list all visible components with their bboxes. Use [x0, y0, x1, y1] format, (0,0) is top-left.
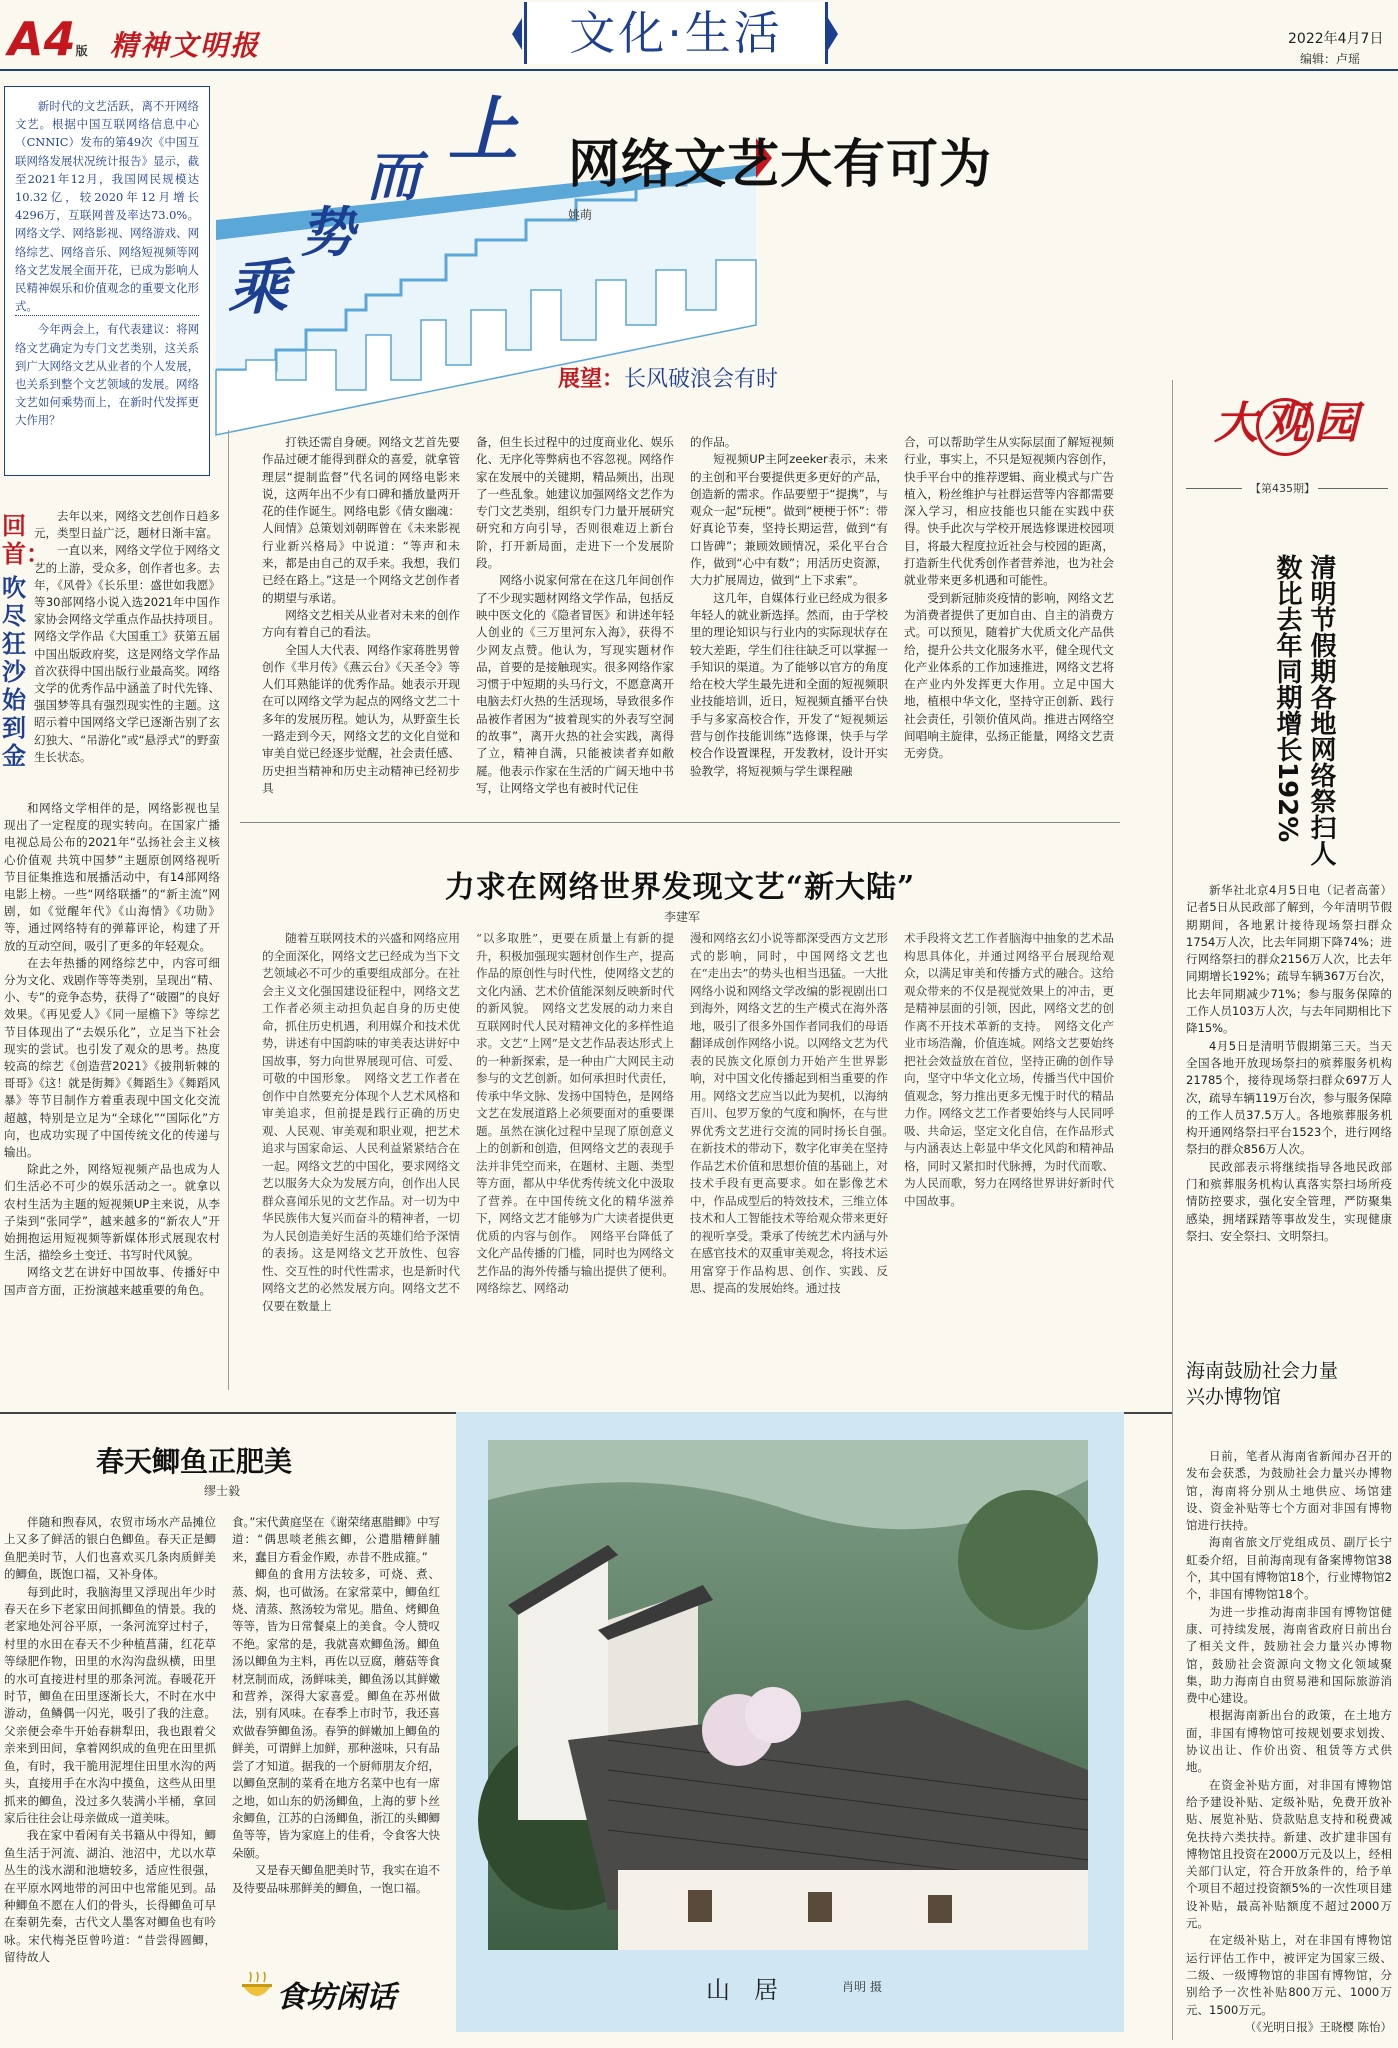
sidebar-news-paragraph: 新华社北京4月5日电（记者高蕾）记者5日从民政部了解到，今年清明节假期期间，各地累计接待现场祭扫群众1754万人次，比去年同期下降74%；进行网络祭扫的群众2156万人次，比去年同期增长192%；疏导车辆367万台次，比去年同期减少71%；参与服务保障的工作人员103万人次，与去年同期相比下降15%。 [1186, 883, 1392, 1036]
feature-title: 网络文艺大有可为 [568, 135, 993, 195]
commentary-title: 力求在网络世界发现文艺“新大陆” [444, 870, 916, 905]
review-paragraph: 一直以来，网络文学位于网络文艺的上游，受众多，创作者也多。去年，《风骨》《长乐里：盛世如我愿》等30部网络小说入选2021年中国作家协会网络文学重点作品扶持项目。网络文学作品《大国重工》获第五届中国出版政府奖，这是网络文学作品首次获得中国出版行业最高奖。网络文学的优秀作品中涵盖了时代先锋、强国梦等具有强烈现实性的主题。这昭示着中国网络文学已逐渐告别了玄幻独大、“吊游化”或“悬浮式”的野蛮生长状态。 [34, 543, 220, 764]
review-paragraph: 在去年热播的网络综艺中，内容可细分为文化、戏剧作等等类别，呈现出“精、小、专”的竞争态势，获得了“破圈”的良好效果。《再见爱人》《同一屋檐下》等综艺节目体现出了“去娱乐化”，立足当下社会现实的尝试。也引发了观众的思考。热度较高的综艺《创造营2021》《披荆斩棘的哥哥》《这！就是街舞》《舞蹈生》《舞蹈风暴》等节目制作方着重表现中国文化交流超越，特别是立足为“全球化”“国际化”方向，也成功实现了中国传统文化的传递与输出。 [4, 955, 220, 1160]
photo-caption: 山 居 [706, 1976, 778, 2004]
sidebar-news-paragraph: 在资金补贴方面，对非国有博物馆给予建设补贴、定级补贴，免费开放补贴、展览补贴、贷款贴息支持和税费减免扶持六类扶持。新建、改扩建非国有博物馆且投资在2000万元及以上，经相关部门认定，符合开放条件的，给予单个项目不超过投资额5%的一次性项目建设补贴，最高补贴额度不超过2000万元。 [1186, 1777, 1392, 1931]
review-label: 回首： [2, 512, 50, 568]
column-name: 大观园 [1214, 398, 1364, 449]
essay-paragraph: 食。”宋代黄庭坚在《谢荣绪惠腊鲫》中写道：“偶思啖老熊玄鲫，公遣腊糟鲜脯来，蠢目方看金作殿，赤昔不胜成箍。” [232, 1515, 440, 1564]
page-number-suffix: 版 [75, 44, 88, 58]
sidebar-issue-rule [1318, 488, 1388, 489]
slogan-char-4: 上 [448, 88, 518, 171]
sidebar-news-paragraph: 在定级补贴上，对在非国有博物馆运行评估工作中，被评定为国家三级、二级、一级博物馆的非国有博物馆，分别给予一次性补贴800万元、1000万元、1500万元。 [1186, 1933, 1392, 2017]
editor-credit: 编辑：卢瑶 [1300, 52, 1361, 66]
sidebar-news-paragraph: 根据海南新出台的政策，在土地方面，非国有博物馆可按规划要求划拨、协议出让、作价出资、租赁等方式供地。 [1186, 1708, 1392, 1775]
review-paragraph: 去年以来，网络文艺创作日趋多元，类型日益广泛，题材日渐丰富。 [34, 509, 220, 541]
outlook-paragraph: 网络小说家何常在在这几年间创作了不少现实题材网络文学作品，包括反映中医文化的《隐者冒医》和讲述年轻人创业的《三万里河东入海》，获得不少网友点赞。他认为，写现实题材作品，首要的是接触现实。很多网络作家习惯于中短期的头马行文，不愿意离开电脑去灯火热的生活现场，导致很多作品被作者困为“披着现实的外表写空洞的故事”，离开火热的社会实践，离得了立，精神自满，只能被读者弃如敝屣。他表示作家在生活的广阔天地中书写，让网络文学也有被时代记住 [476, 573, 674, 795]
food-column-logo [240, 1962, 430, 2022]
outlook-column-4 [904, 434, 1114, 810]
outlook-paragraph: 短视频UP主阿zeeker表示，未来的主创和平台要提供更多更好的产品，创造新的需求。作品要塑于“提携”，与观众一起“玩梗”。做到“梗梗于怀”：带好真论节奏，坚持长期运营，做到“有口皆碑”；兼顾效顾情况，采化平台合作，做到“心中有数”；用活历史资源，大力扩展周边，做到“上下求索”。 [690, 452, 888, 588]
outlook-subhead-text: 长风破浪会有时 [624, 367, 779, 392]
outlook-paragraph: 全国人大代表、网络作家蒋胜男曾创作《芈月传》《燕云台》《天圣令》等人们耳熟能详的优秀作品。她表示开现在可以网络文学为起点的网络文艺二十多年的发展历程。她认为，从野蛮生长一路走到今天，网络文艺的文化自觉和审美自觉已经逐步觉醒，社会责任感、历史担当精神和历史主动精神已经初步具 [262, 642, 460, 795]
commentary-column-2: “以多取胜”，更要在质量上有新的提升，积极加强现实题材创作生产，提高作品的原创性与时代性，使网络文艺的文化内涵、艺术价值能深刻反映新时代的新风貌。 网络文艺发展的动力来自互联网时代人民对精神文化的多样性追求。文艺“上网”是文艺作品表达形式上的一种新探索，是一种由广大网民主动参与的文艺创新。如何承担时代责任，传承中华文脉、发扬中国特色，是网络文艺在发展道路上必须要面对的重要课题。虽然在演化过程中呈现了原创意义上的创新和创造，但网络文艺的表现手法并非凭空而来，在题材、主题、类型等方面，都从中华优秀传统文化中汲取了营养。在中国传统文化的精华滋养下，网络文艺才能够为广大读者提供更优质的内容与创作。 网络平台降低了文化产品传播的门槛，同时也为网络文艺作品的海外传播与输出提供了便利。网络综艺、网络动 [476, 931, 674, 1295]
food-column-name: 食坊闲话 [276, 1980, 396, 2015]
sidebar-news-2-title: 海南鼓励社会力量兴办博物馆 [1186, 1360, 1339, 1408]
essay-column-2 [232, 1514, 440, 1954]
photo-credit: 肖明 摄 [842, 1980, 882, 1994]
bowl-icon [240, 1972, 274, 2006]
sidebar-issue-rule [1186, 488, 1242, 489]
sidebar-news-paragraph: 为进一步推动海南非国有博物馆健康、可持续发展，海南省政府日前出台了相关文件，鼓励社会力量兴办博物馆，鼓励社会资源向文物文化领域聚集，助力海南自由贸易港和国际旅游消费中心建设。 [1186, 1604, 1392, 1706]
review-paragraph: 和网络文学相伴的是，网络影视也呈现出了一定程度的现实转向。在国家广播电视总局公布的2021年“弘扬社会主义核心价值观 共筑中国梦”主题原创网络视听节目征集推选和展播活动中，有14部网络电影上榜。一些“网络联播”的“新主流”网剧，如《觉醒年代》《山海情》《功勋》等，通过网络特有的弹幕评论，构建了开放的互动空间，吸引了更多的年轻观众。 [4, 801, 220, 953]
slogan-char-3: 而 [366, 144, 420, 208]
review-article-lower [4, 800, 220, 1299]
outlook-paragraph: 备，但生长过程中的过度商业化、娱乐化、无序化等弊病也不容忽视。网络作家在发展中的关键期，精品频出，出现了一些乱象。她建议加强网络文艺作为专门文艺类别，组织专门力量开展研究研究和方向引导，否则很难迈上新台阶，打开新局面，走进下一个发展阶段。 [476, 435, 674, 571]
essay-title: 春天鲫鱼正肥美 [96, 1445, 293, 1478]
slogan-char-1: 乘 [228, 253, 288, 323]
sidebar-news-paragraph: 4月5日是清明节假期第三天。当天全国各地开放现场祭扫的殡葬服务机构21785个，接待现场祭扫群众697万人次，疏导车辆119万台次，参与服务保障的工作人员37.5万人。各地殡葬服务机构开通网络祭扫平台1523个，进行网络祭扫的群众856万人次。 [1186, 1038, 1392, 1157]
essay-paragraph: 伴随和煦春风，农贸市场水产品摊位上又多了鲜活的银白色鲫鱼。春天正是鲫鱼肥美时节，人们也喜欢买几条肉质鲜美的鲫鱼，既饱口福，又补身体。 [4, 1515, 216, 1582]
outlook-paragraph: 打铁还需自身硬。网络文艺首先要作品过硬才能得到群众的喜爱，就拿管理层“提制监督”代名词的网络电影来说，这两年出不少有口碑和播放量两开花的佳作诞生。网络电影《倩女幽魂：人间情》总策划刘朝晖曾在《未来影视行业新兴格局》中说道：“等声和未来，都是由自己的双手来。我想，我们已经在路上。”这是一个网络文艺创作者的期望与承诺。 [262, 435, 460, 605]
section-arrow-right [828, 18, 838, 50]
sidebar-news-2 [1186, 1448, 1392, 2032]
commentary-column-3: 漫和网络玄幻小说等都深受西方文艺形式的影响，同时，中国网络文艺也在“走出去”的势头也相当迅猛。一大批网络小说和网络文学改编的影视剧出口到海外，网络文艺的生产模式在海外落地，吸引了很多外国作者同我们的母语翻译成创作网络小说。以网络文艺为代表的民族文化原创力开始产生世界影响，对中国文化传播起到相当重要的作用。网络文艺应当以此为契机，以海纳百川、包罗万象的气度和胸怀，在与世界优秀文艺进行交流的同时扬长自强。 在新技术的带动下，数字化审美在坚持作品艺术价值和思想价值的基础上，对技术手段有更高要求。如在影像艺术中，作品成型后的特效技术，三维立体技术和人工智能技术等给观众带来更好的视听享受。秉承了传统艺术内涵与外在感官技术的双重审美观念，将技术运用富穿于作品构思、创作、实践、反思、提高的发展始终。通过技 [690, 931, 900, 1295]
sidebar-news-paragraph: 日前，笔者从海南省新闻办召开的发布会获悉，为鼓励社会力量兴办博物馆，海南将分别从土地供应、场馆建设、资金补贴等七个方面对非国有博物馆进行扶持。 [1186, 1449, 1392, 1533]
page-number [8, 14, 88, 76]
sidebar-news-paragraph: 民政部表示将继续指导各地民政部门和殡葬服务机构认真落实祭扫场所疫情防控要求，强化安全管理，严防聚集感染，拥堵踩踏等事故发生，实现健康祭扫、安全祭扫、文明祭扫。 [1186, 1159, 1392, 1243]
sidebar-divider [1172, 380, 1173, 2040]
review-article [34, 508, 220, 766]
intro-box [4, 86, 210, 476]
outlook-column-1 [262, 434, 460, 810]
review-paragraph: 除此之外，网络短视频产品也成为人们生活必不可少的娱乐活动之一。就拿以农村生活为主题的短视频UP主来说，从李子柒到“张同学”，越来越多的“新农人”开始拥抱运用短视频等新媒体形式展现农村生活，描绘乡土变迁、书写时代风貌。 [4, 1162, 220, 1263]
outlook-column-3 [690, 434, 888, 810]
essay-paragraph: 又是春天鲫鱼肥美时节，我实在追不及待要品味那鲜美的鲫鱼，一饱口福。 [232, 1863, 440, 1895]
outlook-subhead [558, 362, 778, 393]
column-name-ring [1256, 398, 1314, 456]
landscape-photo [488, 1440, 1088, 1950]
outlook-paragraph: 的作品。 [690, 435, 737, 449]
commentary-rule [240, 822, 1120, 823]
review-headline [2, 512, 50, 770]
page-number-text: A4 [8, 12, 76, 66]
sidebar-news-1 [1186, 882, 1392, 1308]
essay-author: 缪士毅 [204, 1484, 241, 1498]
commentary-column-1: 随着互联网技术的兴盛和网络应用的全面深化，网络文艺已经成为当下文艺领域必不可少的重要组成部分。在社会主义文化强国建设征程中，网络文艺工作者必须主动担负起自身的历史使命，抓住历史机遇，利用媒介和技术优势，讲述有中国韵味的审美表达讲好中国故事，努力向世界展现可信、可爱、可敬的中国形象。 网络文艺工作者在创作中自然要充分体现个人艺术风格和审美追求，但前提是践行正确的历史观、人民观、审美观和职业观，把艺术追求与国家命运、人民利益紧紧结合在一起。网络文艺的中国化，要求网络文艺以服务大众为发展方向，创作出人民群众喜闻乐见的文艺作品。对一切为中华民族伟大复兴而奋斗的精神者，一切为人民创造美好生活的英雄们给予深情的表扬。这是网络文艺开放性、包容性、交互性的时代性需求，也是新时代网络文艺的必然发展方向。网络文艺不仅要在数量上 [262, 931, 460, 1313]
essay-paragraph: 每到此时，我脑海里又浮现出年少时春天在乡下老家田间抓鲫鱼的情景。我的老家地处河谷平原，一条河流穿过村子，村里的水田在春天不少种植菖蒲，红花草等绿肥作物，田里的水沟沟盘纵横，田里的水可直接进村里的那条河流。春暖花开时节，鲫鱼在田里逐渐长大，不时在水中游动，鱼鳞偶一闪光，吸引了我的注意。父亲便会牵牛开始春耕犁田，我也跟着父亲来到田间，拿着网织成的鱼兜在田里抓鱼，有时，我干脆用泥埋住田里水沟的两头，直接用手在水沟中摸鱼，这些从田里抓来的鲫鱼，没过多久装满小半桶，拿回家后往往会让母亲做成一道美味。 [4, 1584, 216, 1825]
section-arrow-left [512, 18, 522, 50]
issue-date: 2022年4月7日 [1288, 31, 1384, 47]
outlook-paragraph: 网络文艺相关从业者对未来的创作方向有着自己的看法。 [262, 607, 460, 640]
outlook-paragraph: 受到新冠肺炎疫情的影响，网络文艺为消费者提供了更加自由、自主的消费方式。可以预见，随着扩大优质文化产品供给，提升公共文化服务水平，健全现代文化产业体系的工作加速推进，网络文艺将在产业内外发挥更大作用。立足中国大地，植根中华文化，坚持守正创新、践行社会责任，引领价值风尚。推进古网络空间唱响主旋律，弘扬正能量，网络文艺责无旁贷。 [904, 590, 1114, 761]
sidebar-headline: 清明节假期各地网络祭扫人数比去年同期增长192% [1272, 554, 1336, 866]
sidebar-news-source: （《光明日报》王晓樱 陈怡） [1244, 2019, 1392, 2034]
feature-author: 姚萌 [568, 208, 593, 222]
section-banner [524, 2, 828, 64]
intro-paragraph-2: 今年两会上，有代表建议：将网络文艺确定为专门文艺类别，这关系到广大网络文艺从业者的个人发展，也关系到整个文艺领域的发展。网络文艺如何乘势而上，在新时代发挥更大作用？ [15, 322, 199, 428]
outlook-subhead-label: 展望： [558, 367, 625, 392]
essay-paragraph: 鲫鱼的食用方法较多，可烧、煮、蒸、焖，也可做汤。在家常菜中，鲫鱼红烧、清蒸、熬汤较为常见。腊鱼、烤鲫鱼等等，皆为日常餐桌上的美食。令人赞叹不绝。家常的是，我就喜欢鲫鱼汤。鲫鱼汤以鲫鱼为主料，再佐以豆腐，蘑菇等食材烹制而成，汤鲜味美，鲫鱼汤以其鲜嫩和营养，深得大家喜爱。鲫鱼在苏州做法，别有风味。在春季上市时节，我还喜欢做春笋鲫鱼汤。春笋的鲜嫩加上鲫鱼的鲜美，可谓鲜上加鲜，那种滋味，只有品尝了才知道。据我的一个厨师朋友介绍，以鲫鱼烹制的菜肴在地方名菜中也有一席之地，如山东的奶汤鲫鱼，上海的萝卜丝汆鲫鱼，江苏的白汤鲫鱼，浙江的头鲫鲫鱼等等，皆为家庭上的佳肴，令食客大快朵颐。 [232, 1567, 440, 1860]
outlook-paragraph: 这几年，自媒体行业已经成为很多年轻人的就业新选择。然而，由于学校里的理论知识与行业内的实际现状存在较大差距，学生们往往缺乏可以掌握一手知识的渠道。为了能够以官方的角度给在校大学生最先进和全面的短视频职业技能培训，近日，短视频直播平台快手与多家高校合作，开发了“短视频运营与创作技能训练”选修课，快手与学校合作设置课程，开发教材，设计开实验教学，将短视频与学生课程融 [690, 590, 888, 778]
review-divider [228, 430, 229, 1390]
essay-paragraph: 我在家中看闲有关书籍从中得知，鲫鱼生活于河流、湖泊、池沼中，尤以水草丛生的浅水湖和池塘较多，适应性很强，在平原水网地带的河田中也常能见到。品种鲫鱼不愿在人们的骨头，长得鲫鱼可早在秦朝先秦，古代文人墨客对鲫鱼也有吟咏。宋代梅尧臣曾吟道：“昔尝得圆鲫，留待故人 [4, 1828, 216, 1965]
outlook-paragraph: 合，可以帮助学生从实际层面了解短视频行业，事实上，不只是短视频内容创作，快手平台中的推荐逻辑、商业模式与广告植入，粉丝维护与社群运营等内容都需要深入学习，相应技能也只能在实践中获得。快手此次与学校开展选修课进校园项目，将最大程度拉近社会与校园的距离，打造新生代优秀创作者营养池，也为社会就业带来更多机遇和可能性。 [904, 435, 1114, 588]
sidebar-column-logo [1186, 392, 1392, 472]
masthead-rule [0, 69, 1398, 71]
paper-name: 精神文明报 [110, 29, 261, 62]
sidebar-issue: 【第435期】 [1250, 482, 1315, 495]
essay-column-1 [4, 1514, 216, 1984]
slogan-char-2: 势 [300, 200, 354, 264]
outlook-column-2 [476, 434, 674, 810]
commentary-author: 李建军 [664, 910, 701, 924]
photo-frame [456, 1412, 1124, 2032]
review-paragraph: 网络文艺在讲好中国故事、传播好中国声音方面，正扮演越来越重要的角色。 [4, 1265, 220, 1297]
intro-paragraph-1: 新时代的文艺活跃，离不开网络文艺。根据中国互联网络信息中心（CNNIC）发布的第49次《中国互联网络发展状况统计报告》显示，截至2021年12月，我国网民规模达10.32亿，较2020年12月增长4296万，互联网普及率达73.0%。网络文学、网络影视、网络游戏、网络综艺、网络音乐、网络短视频等网络文艺发展全面开花，已成为影响人民精神娱乐和价值观念的重要文化形式。 [15, 97, 199, 316]
review-title: 吹尽狂沙始到金 [2, 574, 26, 770]
sidebar-news-paragraph: 海南省旅文厅党组成员、副厅长宁虹委介绍，目前海南现有备案博物馆38个，其中国有博物馆18个，行业博物馆2个，非国有博物馆18个。 [1186, 1535, 1392, 1602]
commentary-column-4: 术手段将文艺工作者脑海中抽象的艺术品构思具体化，并通过网络平台展现给观众，以满足审美和传播方式的融合。这给观众带来的不仅是视觉效果上的冲击，更是精神层面的引领，因此，网络文艺的创作离不开技术革新的支持。 网络文化产业市场浩瀚，价值连城。网络文艺要始终把社会效益放在首位，坚持正确的创作导向，坚守中华文化立场，传播当代中国价值观念，努力推出更多无愧于时代的精品力作。网络文艺工作者要始终与人民同呼吸、共命运，坚定文化自信，在作品形式与内涵表达上彰显中华文化风韵和精神品格，同时又紧扣时代脉搏，为时代而歌、为人民而歌，努力在网络世界讲好新时代中国故事。 [904, 931, 1114, 1208]
section-title: 文化·生活 [569, 6, 783, 60]
landscape-illustration [488, 1440, 1088, 1950]
